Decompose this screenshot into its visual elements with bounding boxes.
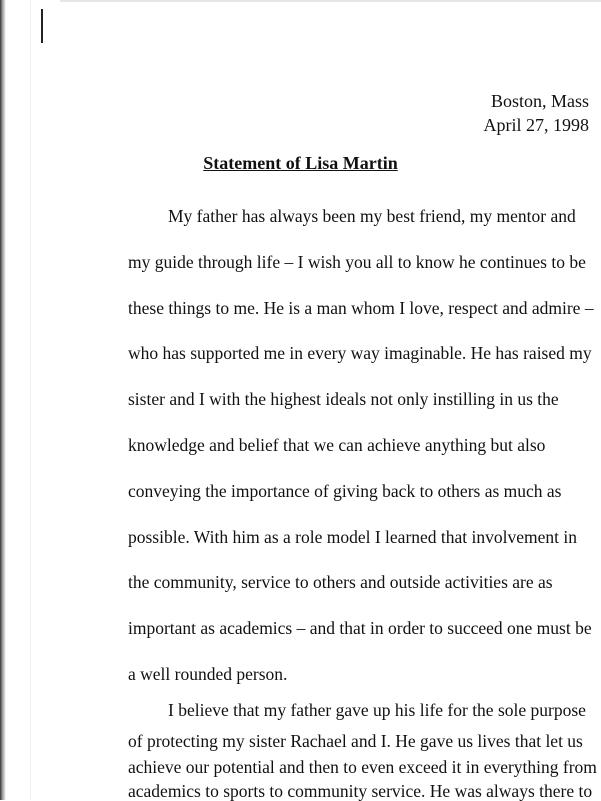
header-place: Boston, Mass	[490, 91, 589, 111]
document-title: Statement of Lisa Martin	[203, 153, 398, 173]
text-line: achieve our potential and then to even exceed it in everything from	[128, 757, 597, 777]
text-line: academics to sports to community service. He was always there to	[128, 781, 593, 801]
text-line: of protecting my sister Rachael and I. He gave us lives that let us	[128, 731, 583, 751]
margin-mark	[41, 9, 43, 43]
text-line: I believe that my father gave up his life for the sole purpose	[168, 700, 586, 720]
text-line: sister and I with the highest ideals not only instilling in us the	[128, 389, 559, 409]
text-line: who has supported me in every way imaginable. He has raised my	[128, 343, 592, 363]
text-line: important as academics – and that in order to succeed one must be	[128, 618, 592, 638]
scan-top-edge	[60, 0, 601, 2]
scan-edge-shadow	[0, 0, 6, 800]
text-line: My father has always been my best friend, my mentor and	[168, 206, 576, 226]
text-line: my guide through life – I wish you all to know he continues to be	[128, 252, 586, 272]
text-line: these things to me. He is a man whom I love, respect and admire –	[128, 298, 594, 318]
text-line: conveying the importance of giving back to others as much as	[128, 481, 562, 501]
text-line: the community, service to others and outside activities are as	[128, 572, 553, 592]
text-line: a well rounded person.	[128, 664, 288, 684]
scan-fold-line	[30, 0, 31, 800]
text-line: possible. With him as a role model I learned that involvement in	[128, 527, 578, 547]
header-date: April 27, 1998	[483, 115, 589, 135]
text-line: knowledge and belief that we can achieve anything but also	[128, 435, 546, 455]
